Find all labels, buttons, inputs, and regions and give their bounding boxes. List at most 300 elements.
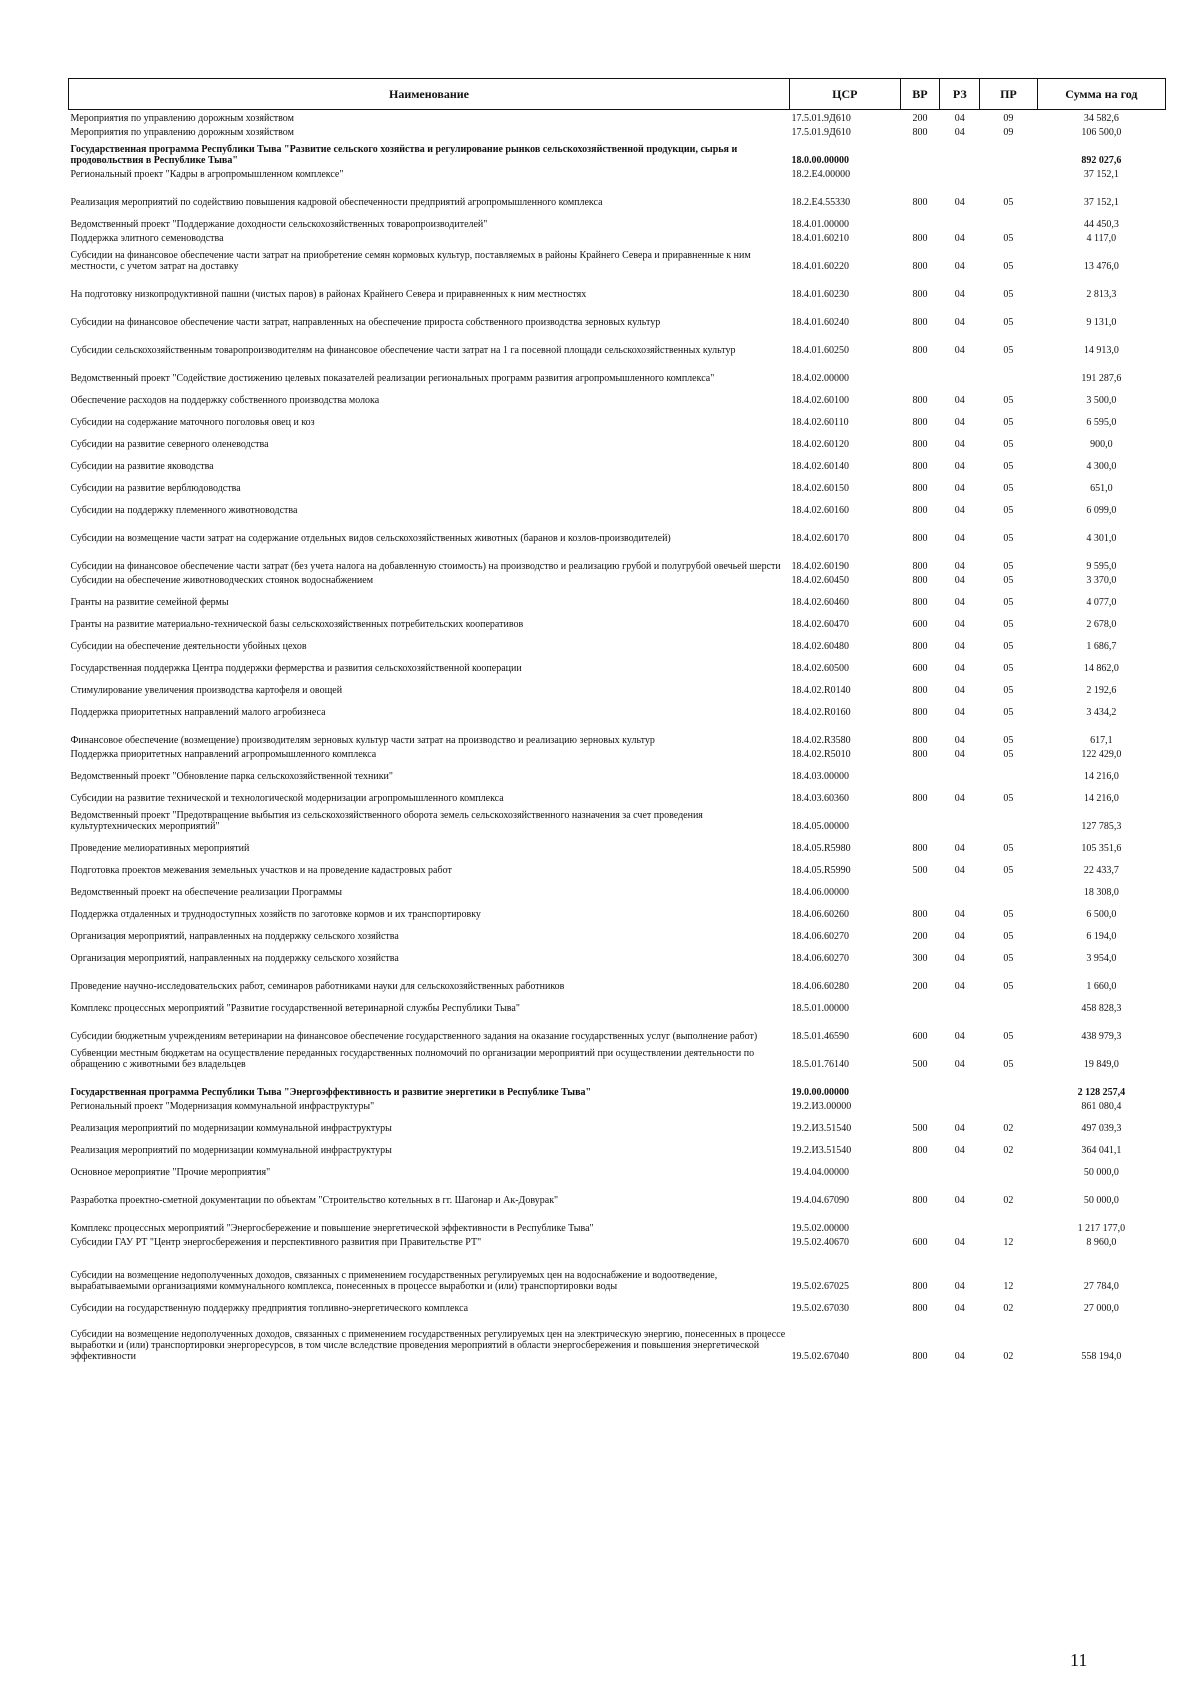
cell-rz: 04 (954, 1144, 965, 1156)
cell-name: Поддержка приоритетных направлений агропромышленного комплекса (70, 748, 377, 760)
cell-vr: 800 (912, 596, 928, 608)
cell-pr: 12 (1003, 1236, 1014, 1248)
cell-csr: 18.4.02.R0140 (791, 684, 851, 696)
cell-rz (940, 1070, 980, 1098)
cell-sum: 14 216,0 (1083, 792, 1119, 804)
cell-pr: 05 (1003, 438, 1014, 450)
cell-pr: 05 (1003, 416, 1014, 428)
cell-csr: 18.4.02.60150 (791, 482, 849, 494)
cell-rz: 04 (954, 684, 965, 696)
cell-name: Субсидии на финансовое обеспечение части затрат (без учета налога на добавленную стоимость) на производство и реализацию грубой и полугрубой овечьей шерсти (70, 560, 781, 572)
cell-rz (940, 804, 980, 832)
cell-rz: 04 (954, 596, 965, 608)
cell-name: Субсидии на развитие верблюдоводства (70, 482, 241, 494)
table-row (69, 1206, 1166, 1234)
cell-pr (980, 1206, 1038, 1234)
cell-name: Комплекс процессных мероприятий "Развитие государственной ветеринарной службы Республики Тыва" (70, 1002, 520, 1014)
header-pr: ПР (980, 79, 1038, 110)
cell-pr: 02 (1003, 1122, 1014, 1134)
cell-name: Поддержка приоритетных направлений малого агробизнеса (70, 706, 326, 718)
cell-rz: 04 (954, 438, 965, 450)
cell-name: На подготовку низкопродуктивной пашни (чистых паров) в районах Крайнего Севера и приравненных к ним местностях (70, 288, 587, 300)
cell-csr: 18.4.02.60450 (791, 574, 849, 586)
cell-csr: 18.4.06.00000 (791, 886, 849, 898)
cell-name: Субсидии на развитие технической и технологической модернизации агропромышленного комплекса (70, 792, 504, 804)
table-row (69, 992, 1166, 1014)
cell-rz: 04 (954, 416, 965, 428)
cell-name: Поддержка отдаленных и труднодоступных хозяйств по заготовке кормов и их транспортировку (70, 908, 481, 920)
cell-name: Обеспечение расходов на поддержку собственного производства молока (70, 394, 380, 406)
cell-sum: 4 301,0 (1086, 532, 1117, 544)
cell-csr: 18.4.02.60170 (791, 532, 849, 544)
table-row (69, 1112, 1166, 1134)
cell-csr: 19.4.04.67090 (791, 1194, 849, 1206)
table-row (69, 544, 1166, 572)
table-row (69, 516, 1166, 544)
cell-name: Субсидии на государственную поддержку предприятия топливно-энергетического комплекса (70, 1302, 469, 1314)
table-body (69, 110, 1166, 1362)
table-row (69, 428, 1166, 450)
cell-csr: 19.5.02.40670 (791, 1236, 849, 1248)
cell-sum: 4 117,0 (1086, 232, 1117, 244)
table-row (69, 1234, 1166, 1248)
cell-vr: 600 (912, 1030, 928, 1042)
cell-rz: 04 (954, 930, 965, 942)
table-row (69, 586, 1166, 608)
cell-pr: 05 (1003, 560, 1014, 572)
header-rz: РЗ (940, 79, 980, 110)
cell-sum: 2 128 257,4 (1077, 1086, 1126, 1098)
cell-rz: 04 (954, 908, 965, 920)
cell-rz: 04 (954, 842, 965, 854)
cell-pr: 05 (1003, 640, 1014, 652)
cell-csr: 18.4.01.60250 (791, 344, 849, 356)
cell-csr: 18.5.01.76140 (791, 1058, 849, 1070)
cell-rz: 04 (954, 1058, 965, 1070)
cell-name: Субсидии сельскохозяйственным товаропроизводителям на финансовое обеспечение части затрат на 1 га посевной площади сельскохозяйственных культур (70, 344, 736, 356)
cell-vr: 800 (912, 344, 928, 356)
cell-rz: 04 (954, 344, 965, 356)
cell-vr: 800 (912, 640, 928, 652)
cell-pr (980, 760, 1038, 782)
cell-csr: 18.4.05.00000 (791, 820, 849, 832)
cell-vr: 600 (912, 662, 928, 674)
cell-vr: 800 (912, 560, 928, 572)
cell-name: Государственная поддержка Центра поддержки фермерства и развития сельскохозяйственной кооперации (70, 662, 522, 674)
cell-sum: 127 785,3 (1081, 820, 1122, 832)
cell-pr: 05 (1003, 460, 1014, 472)
cell-csr: 18.4.05.R5980 (791, 842, 851, 854)
cell-name: Государственная программа Республики Тыва "Энергоэффективность и развитие энергетики в Республике Тыва" (70, 1086, 592, 1098)
cell-sum: 191 287,6 (1081, 372, 1122, 384)
cell-vr (900, 760, 940, 782)
cell-name: Стимулирование увеличения производства картофеля и овощей (70, 684, 343, 696)
table-row (69, 920, 1166, 942)
table-row (69, 782, 1166, 804)
cell-csr: 19.5.02.00000 (791, 1222, 849, 1234)
table-row (69, 244, 1166, 272)
table-row (69, 760, 1166, 782)
table-row (69, 230, 1166, 244)
cell-pr: 05 (1003, 288, 1014, 300)
header-name: Наименование (69, 79, 790, 110)
cell-rz (940, 992, 980, 1014)
cell-name: Ведомственный проект на обеспечение реализации Программы (70, 886, 342, 898)
cell-sum: 14 216,0 (1083, 770, 1119, 782)
cell-rz (940, 138, 980, 166)
cell-vr: 800 (912, 574, 928, 586)
cell-name: Субсидии на обеспечение животноводческих стоянок водоснабжением (70, 574, 374, 586)
cell-vr: 200 (912, 112, 928, 124)
cell-csr: 18.4.06.60280 (791, 980, 849, 992)
cell-name: Субсидии на финансовое обеспечение части затрат, направленных на обеспечение прироста собственного производства зерновых культур (70, 316, 661, 328)
cell-vr: 800 (912, 1280, 928, 1292)
cell-vr (900, 992, 940, 1014)
table-row (69, 1070, 1166, 1098)
cell-sum: 34 582,6 (1083, 112, 1119, 124)
cell-name: Реализация мероприятий по модернизации коммунальной инфраструктуры (70, 1122, 392, 1134)
cell-csr: 18.2.E4.00000 (791, 168, 851, 180)
cell-csr: 19.4.04.00000 (791, 1166, 849, 1178)
cell-name: Государственная программа Республики Тыва "Развитие сельского хозяйства и регулирование рынков сельскохозяйственной продукции, сырья и продовольствия в Республике Тыва" (70, 143, 738, 166)
cell-name: Разработка проектно-сметной документации по объектам "Строительство котельных в гг. Шагонар и Ак-Довурак" (70, 1194, 559, 1206)
cell-pr: 05 (1003, 316, 1014, 328)
cell-name: Ведомственный проект "Обновление парка сельскохозяйственной техники" (70, 770, 393, 782)
table-row (69, 608, 1166, 630)
cell-sum: 19 849,0 (1083, 1058, 1119, 1070)
cell-pr (980, 1156, 1038, 1178)
cell-pr (980, 208, 1038, 230)
cell-rz: 04 (954, 792, 965, 804)
cell-csr: 19.5.02.67025 (791, 1280, 849, 1292)
cell-rz: 04 (954, 126, 965, 138)
cell-csr: 19.2.И3.51540 (791, 1144, 852, 1156)
cell-vr (900, 1070, 940, 1098)
cell-vr (900, 876, 940, 898)
cell-sum: 497 039,3 (1081, 1122, 1122, 1134)
cell-pr: 05 (1003, 908, 1014, 920)
cell-csr: 19.0.00.00000 (791, 1086, 849, 1098)
cell-csr: 18.5.01.46590 (791, 1030, 849, 1042)
cell-pr: 05 (1003, 734, 1014, 746)
cell-rz: 04 (954, 1236, 965, 1248)
cell-name: Комплекс процессных мероприятий "Энергосбережение и повышение энергетической эффективности в Республике Тыва" (70, 1222, 594, 1234)
cell-sum: 6 099,0 (1086, 504, 1117, 516)
cell-pr (980, 992, 1038, 1014)
cell-vr: 800 (912, 684, 928, 696)
cell-sum: 105 351,6 (1081, 842, 1122, 854)
cell-vr: 800 (912, 288, 928, 300)
cell-rz: 04 (954, 482, 965, 494)
cell-sum: 37 152,1 (1083, 196, 1119, 208)
cell-rz: 04 (954, 640, 965, 652)
cell-csr: 18.4.02.R0160 (791, 706, 851, 718)
cell-name: Подготовка проектов межевания земельных участков и на проведение кадастровых работ (70, 864, 452, 876)
cell-name: Субсидии на развитие яководства (70, 460, 214, 472)
cell-vr: 600 (912, 1236, 928, 1248)
cell-sum: 9 595,0 (1086, 560, 1117, 572)
cell-vr: 800 (912, 706, 928, 718)
table-row (69, 1156, 1166, 1178)
header-vr: ВР (900, 79, 940, 110)
cell-name: Субсидии на развитие северного оленеводства (70, 438, 269, 450)
cell-csr: 18.4.02.60160 (791, 504, 849, 516)
cell-name: Мероприятия по управлению дорожным хозяйством (70, 126, 294, 138)
table-row (69, 180, 1166, 208)
cell-sum: 13 476,0 (1083, 260, 1119, 272)
cell-sum: 617,1 (1090, 734, 1113, 746)
budget-table (68, 78, 1166, 1362)
cell-vr: 800 (912, 1194, 928, 1206)
cell-pr: 02 (1003, 1350, 1014, 1362)
cell-pr: 05 (1003, 952, 1014, 964)
cell-vr: 800 (912, 260, 928, 272)
cell-sum: 558 194,0 (1081, 1350, 1122, 1362)
cell-pr: 02 (1003, 1194, 1014, 1206)
cell-csr: 18.4.01.60230 (791, 288, 849, 300)
page-number: 11 (1070, 1650, 1088, 1670)
table-row (69, 138, 1166, 166)
cell-sum: 2 192,6 (1086, 684, 1117, 696)
cell-rz: 04 (954, 460, 965, 472)
cell-name: Региональный проект "Модернизация коммунальной инфраструктуры" (70, 1100, 375, 1112)
cell-pr: 09 (1003, 112, 1014, 124)
table-row (69, 630, 1166, 652)
table-row (69, 854, 1166, 876)
table-row (69, 300, 1166, 328)
cell-name: Субвенции местным бюджетам на осуществление переданных государственных полномочий по организации мероприятий при осуществлении деятельности по обращению с животными без владельцев (70, 1047, 755, 1070)
cell-name: Организация мероприятий, направленных на поддержку сельского хозяйства (70, 930, 399, 942)
cell-csr: 18.4.06.60270 (791, 952, 849, 964)
cell-vr: 800 (912, 532, 928, 544)
table-row (69, 166, 1166, 180)
table-row (69, 110, 1166, 124)
cell-vr: 800 (912, 394, 928, 406)
cell-sum: 4 077,0 (1086, 596, 1117, 608)
cell-pr: 05 (1003, 260, 1014, 272)
cell-rz: 04 (954, 288, 965, 300)
cell-vr: 800 (912, 1350, 928, 1362)
cell-pr (980, 166, 1038, 180)
cell-vr (900, 356, 940, 384)
cell-sum: 22 433,7 (1083, 864, 1119, 876)
cell-vr: 800 (912, 842, 928, 854)
cell-sum: 3 434,2 (1086, 706, 1117, 718)
cell-pr (980, 1098, 1038, 1112)
cell-csr: 18.4.02.60190 (791, 560, 849, 572)
cell-csr: 18.4.02.00000 (791, 372, 849, 384)
cell-rz: 04 (954, 1194, 965, 1206)
cell-csr: 18.4.02.60110 (791, 416, 849, 428)
table-row (69, 124, 1166, 138)
cell-rz: 04 (954, 232, 965, 244)
cell-csr: 18.4.02.60480 (791, 640, 849, 652)
cell-sum: 3 954,0 (1086, 952, 1117, 964)
cell-name: Гранты на развитие семейной фермы (70, 596, 229, 608)
cell-rz: 04 (954, 532, 965, 544)
cell-csr: 18.4.02.60500 (791, 662, 849, 674)
table-row (69, 1042, 1166, 1070)
cell-name: Субсидии ГАУ РТ "Центр энергосбережения и перспективного развития при Правительстве РТ" (70, 1236, 482, 1248)
table-header-row (69, 79, 1166, 110)
cell-sum: 8 960,0 (1086, 1236, 1117, 1248)
cell-vr: 500 (912, 864, 928, 876)
cell-csr: 18.4.02.R5010 (791, 748, 851, 760)
cell-vr (900, 208, 940, 230)
cell-rz: 04 (954, 112, 965, 124)
cell-rz: 04 (954, 1122, 965, 1134)
cell-pr: 12 (1003, 1280, 1014, 1292)
table-row (69, 356, 1166, 384)
cell-sum: 3 500,0 (1086, 394, 1117, 406)
cell-rz: 04 (954, 574, 965, 586)
cell-vr (900, 138, 940, 166)
cell-rz: 04 (954, 706, 965, 718)
cell-rz: 04 (954, 734, 965, 746)
cell-pr: 05 (1003, 684, 1014, 696)
cell-rz: 04 (954, 748, 965, 760)
cell-vr: 800 (912, 416, 928, 428)
cell-sum: 122 429,0 (1081, 748, 1122, 760)
table-row (69, 696, 1166, 718)
cell-rz (940, 356, 980, 384)
cell-rz (940, 876, 980, 898)
cell-rz: 04 (954, 394, 965, 406)
cell-vr (900, 1156, 940, 1178)
cell-sum: 37 152,1 (1083, 168, 1119, 180)
cell-sum: 861 080,4 (1081, 1100, 1122, 1112)
cell-vr: 600 (912, 618, 928, 630)
cell-vr: 500 (912, 1058, 928, 1070)
cell-pr: 05 (1003, 394, 1014, 406)
cell-sum: 14 862,0 (1083, 662, 1119, 674)
cell-pr: 05 (1003, 232, 1014, 244)
cell-csr: 18.4.02.R3580 (791, 734, 851, 746)
cell-sum: 1 217 177,0 (1077, 1222, 1126, 1234)
cell-name: Финансовое обеспечение (возмещение) производителям зерновых культур части затрат на производство и реализацию зерновых культур (70, 734, 655, 746)
cell-vr: 800 (912, 438, 928, 450)
table-row (69, 406, 1166, 428)
cell-csr: 18.4.05.R5990 (791, 864, 851, 876)
cell-pr (980, 356, 1038, 384)
cell-rz: 04 (954, 560, 965, 572)
cell-rz: 04 (954, 1280, 965, 1292)
cell-name: Субсидии бюджетным учреждениям ветеринарии на финансовое обеспечение государственного задания на оказание государственных услуг (выполнение работ) (70, 1030, 758, 1042)
cell-pr: 05 (1003, 792, 1014, 804)
cell-sum: 50 000,0 (1083, 1194, 1119, 1206)
cell-pr: 05 (1003, 842, 1014, 854)
cell-sum: 4 300,0 (1086, 460, 1117, 472)
table-row (69, 1014, 1166, 1042)
cell-csr: 18.2.E4.55330 (791, 196, 851, 208)
cell-pr: 05 (1003, 504, 1014, 516)
cell-rz (940, 166, 980, 180)
table-row (69, 328, 1166, 356)
table-row (69, 1178, 1166, 1206)
cell-csr: 19.2.И3.00000 (791, 1100, 852, 1112)
cell-rz: 04 (954, 618, 965, 630)
cell-name: Организация мероприятий, направленных на поддержку сельского хозяйства (70, 952, 399, 964)
cell-pr: 05 (1003, 864, 1014, 876)
cell-sum: 50 000,0 (1083, 1166, 1119, 1178)
cell-pr: 05 (1003, 706, 1014, 718)
table-row (69, 898, 1166, 920)
cell-name: Субсидии на возмещение части затрат на содержание отдельных видов сельскохозяйственных животных (баранов и козлов-производителей) (70, 532, 671, 544)
table-row (69, 384, 1166, 406)
table-row (69, 272, 1166, 300)
cell-vr: 800 (912, 460, 928, 472)
cell-vr (900, 804, 940, 832)
cell-name: Проведение мелиоративных мероприятий (70, 842, 250, 854)
table-row (69, 1134, 1166, 1156)
cell-rz: 04 (954, 196, 965, 208)
table-row (69, 718, 1166, 746)
cell-csr: 18.4.02.60120 (791, 438, 849, 450)
cell-vr: 800 (912, 482, 928, 494)
cell-name: Ведомственный проект "Содействие достижению целевых показателей реализации региональных программ развития агропромышленного комплекса" (70, 372, 715, 384)
cell-csr: 18.4.02.60460 (791, 596, 849, 608)
cell-sum: 106 500,0 (1081, 126, 1122, 138)
cell-name: Проведение научно-исследовательских работ, семинаров работниками науки для сельскохозяйственных работников (70, 980, 565, 992)
cell-pr: 05 (1003, 1058, 1014, 1070)
cell-rz (940, 1098, 980, 1112)
cell-pr: 05 (1003, 532, 1014, 544)
cell-sum: 892 027,6 (1081, 154, 1122, 166)
table-row (69, 942, 1166, 964)
cell-pr (980, 804, 1038, 832)
table-row (69, 674, 1166, 696)
cell-rz: 04 (954, 1302, 965, 1314)
cell-rz (940, 208, 980, 230)
cell-rz (940, 760, 980, 782)
cell-vr: 800 (912, 748, 928, 760)
cell-pr: 05 (1003, 596, 1014, 608)
table-row (69, 746, 1166, 760)
cell-rz: 04 (954, 504, 965, 516)
table-row (69, 494, 1166, 516)
cell-vr: 800 (912, 504, 928, 516)
table-row (69, 652, 1166, 674)
cell-vr (900, 1098, 940, 1112)
cell-vr: 800 (912, 316, 928, 328)
cell-pr: 05 (1003, 196, 1014, 208)
table-row (69, 964, 1166, 992)
cell-sum: 14 913,0 (1083, 344, 1119, 356)
cell-vr (900, 1206, 940, 1234)
table-row (69, 1292, 1166, 1314)
table-row (69, 208, 1166, 230)
cell-rz: 04 (954, 980, 965, 992)
cell-sum: 458 828,3 (1081, 1002, 1122, 1014)
cell-pr: 02 (1003, 1302, 1014, 1314)
cell-pr: 05 (1003, 574, 1014, 586)
cell-csr: 18.4.02.60100 (791, 394, 849, 406)
cell-sum: 27 000,0 (1083, 1302, 1119, 1314)
cell-vr: 300 (912, 952, 928, 964)
cell-vr: 800 (912, 1144, 928, 1156)
cell-name: Основное мероприятие "Прочие мероприятия" (70, 1166, 271, 1178)
cell-name: Ведомственный проект "Поддержание доходности сельскохозяйственных товаропроизводителей" (70, 218, 488, 230)
cell-pr: 05 (1003, 980, 1014, 992)
table-row (69, 1248, 1166, 1292)
cell-sum: 1 660,0 (1086, 980, 1117, 992)
cell-pr: 02 (1003, 1144, 1014, 1156)
cell-rz: 04 (954, 662, 965, 674)
cell-sum: 6 500,0 (1086, 908, 1117, 920)
cell-name: Ведомственный проект "Предотвращение выбытия из сельскохозяйственного оборота земель сельскохозяйственного назначения за счет проведения культуртехнических мероприятий" (70, 809, 703, 832)
cell-name: Субсидии на финансовое обеспечение части затрат на приобретение семян кормовых культур, поставляемых в районы Крайнего Севера и приравненные к ним местности, с учетом затрат на доставку (70, 249, 751, 272)
cell-csr: 19.5.02.67030 (791, 1302, 849, 1314)
